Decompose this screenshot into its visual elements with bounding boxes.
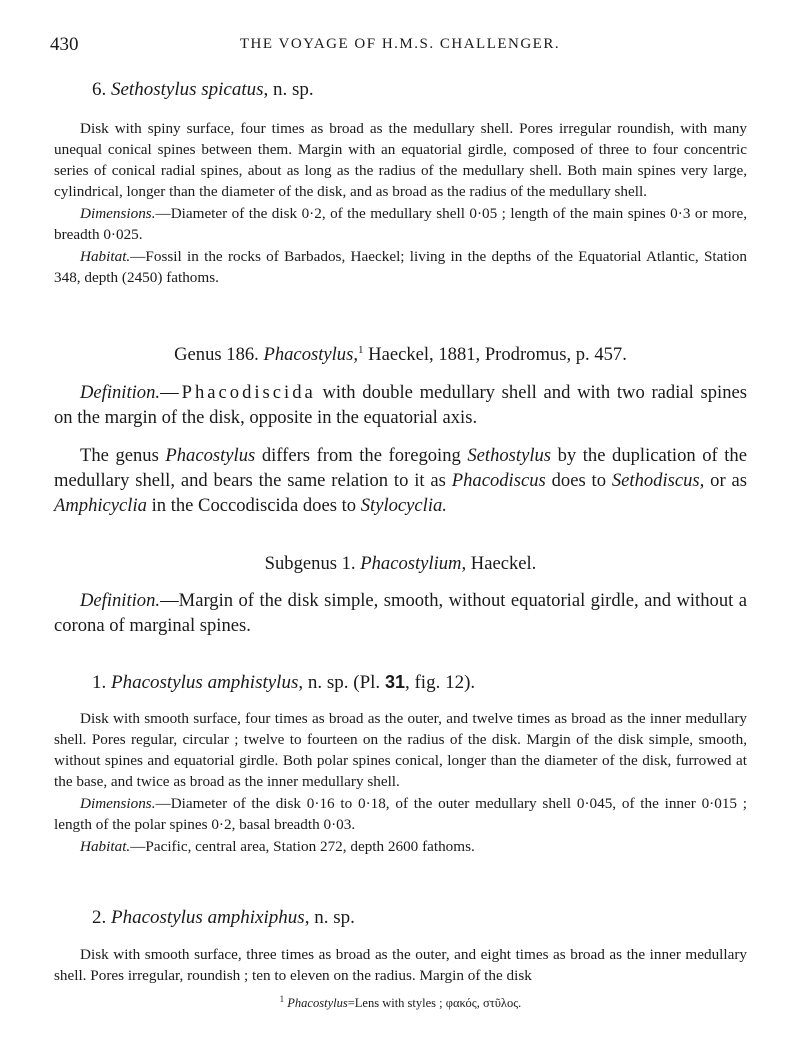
remark-text: The genus [80,445,166,466]
species-2-suffix: , n. sp. [304,907,355,928]
genus-186-heading [54,344,747,366]
footnote [54,994,747,1011]
species-2-heading [92,907,355,929]
dimensions-label: Dimensions. [80,205,156,222]
definition-text: with double medullary shell and with two radial spines on the margin of the disk, opposite in the equatorial axis. [54,382,747,428]
species-6-heading [92,79,314,101]
species-6-name: Sethostylus spicatus [111,79,264,100]
habitat-text: —Fossil in the rocks of Barbados, Haeckel; living in the depths of the Equatorial Atlantic, Station 348, depth (2450) fathoms. [54,248,747,286]
remark-text: by the duplication of the medullary shell, and bears the same relation to it as [54,445,747,491]
species-6-suffix: , n. sp. [263,79,314,100]
remark-taxon: Phacostylus [165,445,256,466]
species-6-body [54,118,747,288]
figure-ref: , fig. 12). [404,672,476,693]
species-1-name: Phacostylus amphistylus [111,672,299,693]
remark-text: differs from the foregoing [255,445,468,466]
species-6-habitat [54,246,747,288]
species-2-number: 2. [92,907,107,928]
species-6-number: 6. [92,79,107,100]
genus-186-remark [54,443,747,518]
genus-suffix: Haeckel, 1881, Prodromus, p. 457. [363,344,627,366]
species-1-description: Disk with smooth surface, four times as broad as the outer, and twelve times as broad as the inner medullary shell. Pores regular, circular ; twelve to fourteen on the radius of the disk. Margin of the disk simple, smooth, without spines and equatorial girdle. Both polar spines conical, longer than the diameter of the disk, furrowed at the base, and twice as broad as the inner medullary shell. [54,710,747,790]
remark-taxon: Amphicyclia [54,495,147,516]
page-header [50,34,750,58]
footnote-term: Phacostylus [287,996,348,1011]
footnote-text: =Lens with styles ; φακός, στῦλος. [347,996,522,1011]
definition-label: Definition. [80,382,161,403]
remark-text: does to [545,470,612,491]
remark-text: in the Coccodiscida does to [146,495,361,516]
species-1-number: 1. [92,672,107,693]
subgenus-prefix: Subgenus 1. [264,553,356,574]
running-title: THE VOYAGE OF H.M.S. CHALLENGER. [239,36,561,52]
habitat-text: —Pacific, central area, Station 272, depth 2600 fathoms. [130,838,475,855]
species-2-description: Disk with smooth surface, three times as broad as the outer, and eight times as broad as the inner medullary shell. Pores irregular, roundish ; ten to eleven on the radius. Margin of the disk [54,946,747,984]
dimensions-text: —Diameter of the disk 0·2, of the medullary shell 0·05 ; length of the main spines 0·3 or more, breadth 0·025. [54,205,747,243]
remark-taxon: Stylocyclia. [360,495,447,516]
species-2-name: Phacostylus amphixiphus [111,907,305,928]
species-1-suffix: , n. sp. (Pl. [298,672,385,693]
species-1-body [54,708,747,857]
habitat-label: Habitat. [80,838,131,855]
remark-text: or as [704,470,747,491]
remark-taxon: Sethostylus [467,445,552,466]
footnote-ref: 1 [358,344,364,356]
species-1-dimensions [54,793,747,835]
species-1-heading [92,672,475,694]
subgenus-suffix: Haeckel. [466,553,537,574]
subgenus-1-heading [54,553,747,575]
dimensions-text: —Diameter of the disk 0·16 to 0·18, of the outer medullary shell 0·045, of the inner 0·015 ; length of the polar spines 0·2, basal breadth 0·03. [54,795,747,833]
habitat-label: Habitat. [80,248,131,265]
dimensions-label: Dimensions. [80,795,156,812]
plate-number: 31 [384,672,405,692]
definition-text: —Margin of the disk simple, smooth, without equatorial girdle, and without a corona of marginal spines. [54,590,747,636]
genus-186-definition [54,380,747,430]
species-2-body [54,944,747,986]
genus-name: Phacostylus, [263,344,358,366]
species-1-habitat [54,836,747,857]
remark-taxon: Phacodiscus [451,470,546,491]
footnote-mark: 1 [279,994,285,1004]
page-number: 430 [50,34,79,55]
subgenus-1-definition [54,588,747,638]
species-6-description: Disk with spiny surface, four times as broad as the medullary shell. Pores irregular roundish, with many unequal conical spines between them. Margin with an equatorial girdle, composed of three to four concentric series of conical radial spines, about as long as the radius of the medullary shell. Both main spines very large, cylindrical, longer than the diameter of the disk, and as broad as the radius of the medullary shell. [54,120,747,200]
remark-taxon: Sethodiscus, [611,470,705,491]
genus-prefix: Genus 186. [174,344,259,366]
species-6-dimensions [54,203,747,245]
subgenus-name: Phacostylium, [360,553,467,574]
definition-spaced: —Phacodiscida [160,382,316,403]
definition-label: Definition. [80,590,161,611]
